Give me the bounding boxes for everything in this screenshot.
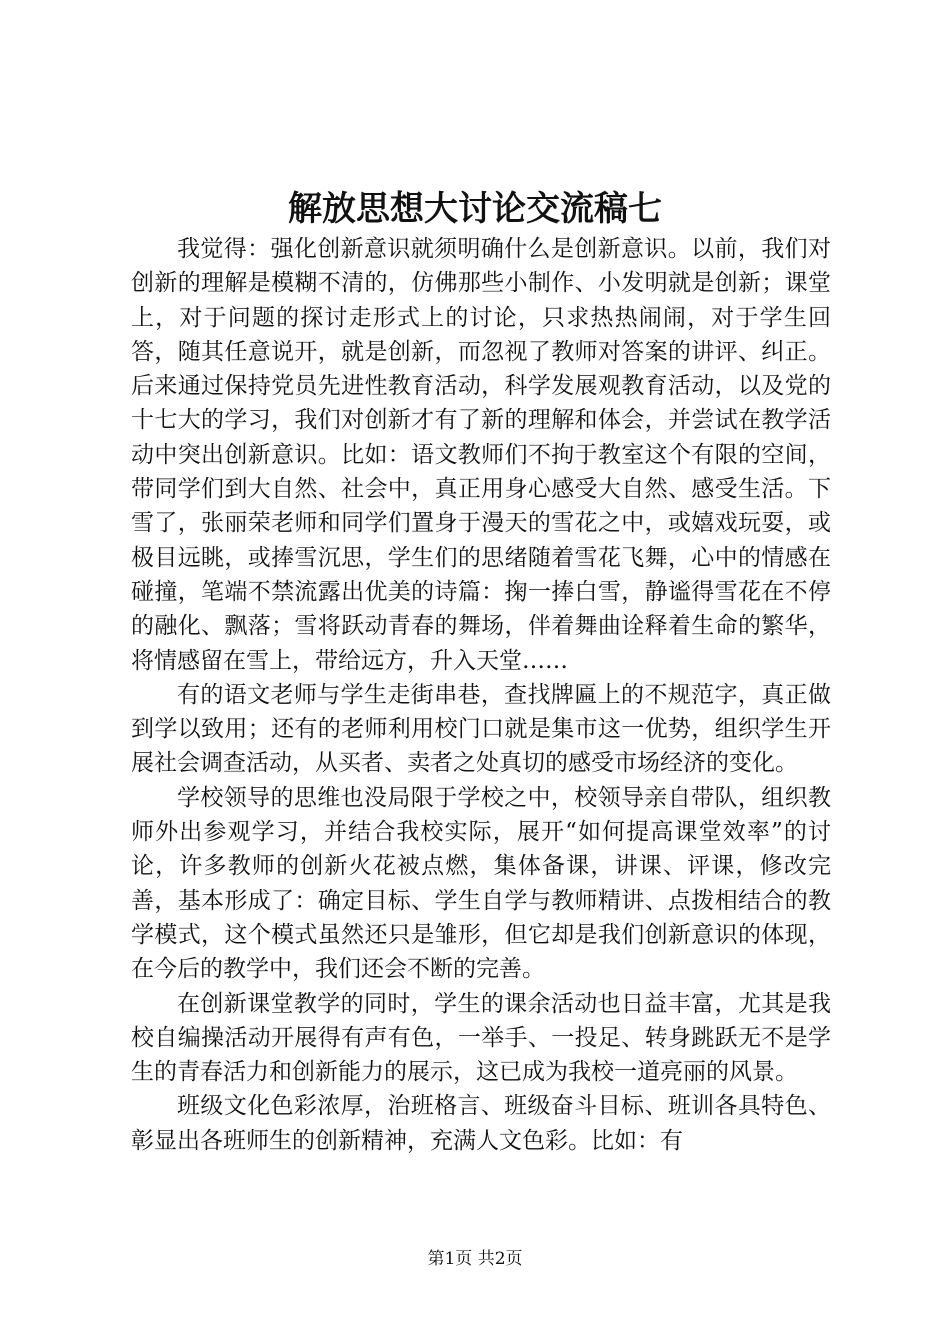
document-body: [131, 232, 831, 1158]
paragraph: 在创新课堂教学的同时，学生的课余活动也日益丰富，尤其是我校自编操活动开展得有声有色，一举手、一投足、转身跳跃无不是学生的青春活力和创新能力的展示，这已成为我校一道亮丽的风景。: [131, 990, 831, 1086]
document-title: 解放思想大讨论交流稿七: [288, 189, 662, 229]
paragraph: 有的语文老师与学生走街串巷，查找牌匾上的不规范字，真正做到学以致用；还有的老师利用校门口就是集市这一优势，组织学生开展社会调查活动，从买者、卖者之处真切的感受市场经济的变化。: [131, 681, 831, 777]
paragraph: 我觉得：强化创新意识就须明确什么是创新意识。以前，我们对创新的理解是模糊不清的，仿佛那些小制作、小发明就是创新；课堂上，对于问题的探讨走形式上的讨论，只求热热闹闹，对于学生回答，随其任意说开，就是创新，而忽视了教师对答案的讲评、纠正。后来通过保持党员先进性教育活动，科学发展观教育活动，以及党的十七大的学习，我们对创新才有了新的理解和体会，并尝试在教学活动中突出创新意识。比如：语文教师们不拘于教室这个有限的空间，带同学们到大自然、社会中，真正用身心感受大自然、感受生活。下雪了，张丽荣老师和同学们置身于漫天的雪花之中，或嬉戏玩耍，或极目远眺，或捧雪沉思，学生们的思绪随着雪花飞舞，心中的情感在碰撞，笔端不禁流露出优美的诗篇：掬一捧白雪，静谧得雪花在不停的融化、飘落；雪将跃动青春的舞场，伴着舞曲诠释着生命的繁华，将情感留在雪上，带给远方，升入天堂……: [131, 236, 831, 674]
page-footer: 第1页 共2页: [427, 1249, 523, 1269]
paragraph: 班级文化色彩浓厚，治班格言、班级奋斗目标、班训各具特色、彰显出各班师生的创新精神，充满人文色彩。比如：有: [131, 1093, 831, 1154]
paragraph: 学校领导的思维也没局限于学校之中，校领导亲自带队，组织教师外出参观学习，并结合我校实际，展开“如何提高课堂效率”的讨论，许多教师的创新火花被点燃，集体备课，讲课、评课，修改完善，基本形成了：确定目标、学生自学与教师精讲、点拨相结合的教学模式，这个模式虽然还只是雏形，但它却是我们创新意识的体现，在今后的教学中，我们还会不断的完善。: [131, 784, 831, 983]
